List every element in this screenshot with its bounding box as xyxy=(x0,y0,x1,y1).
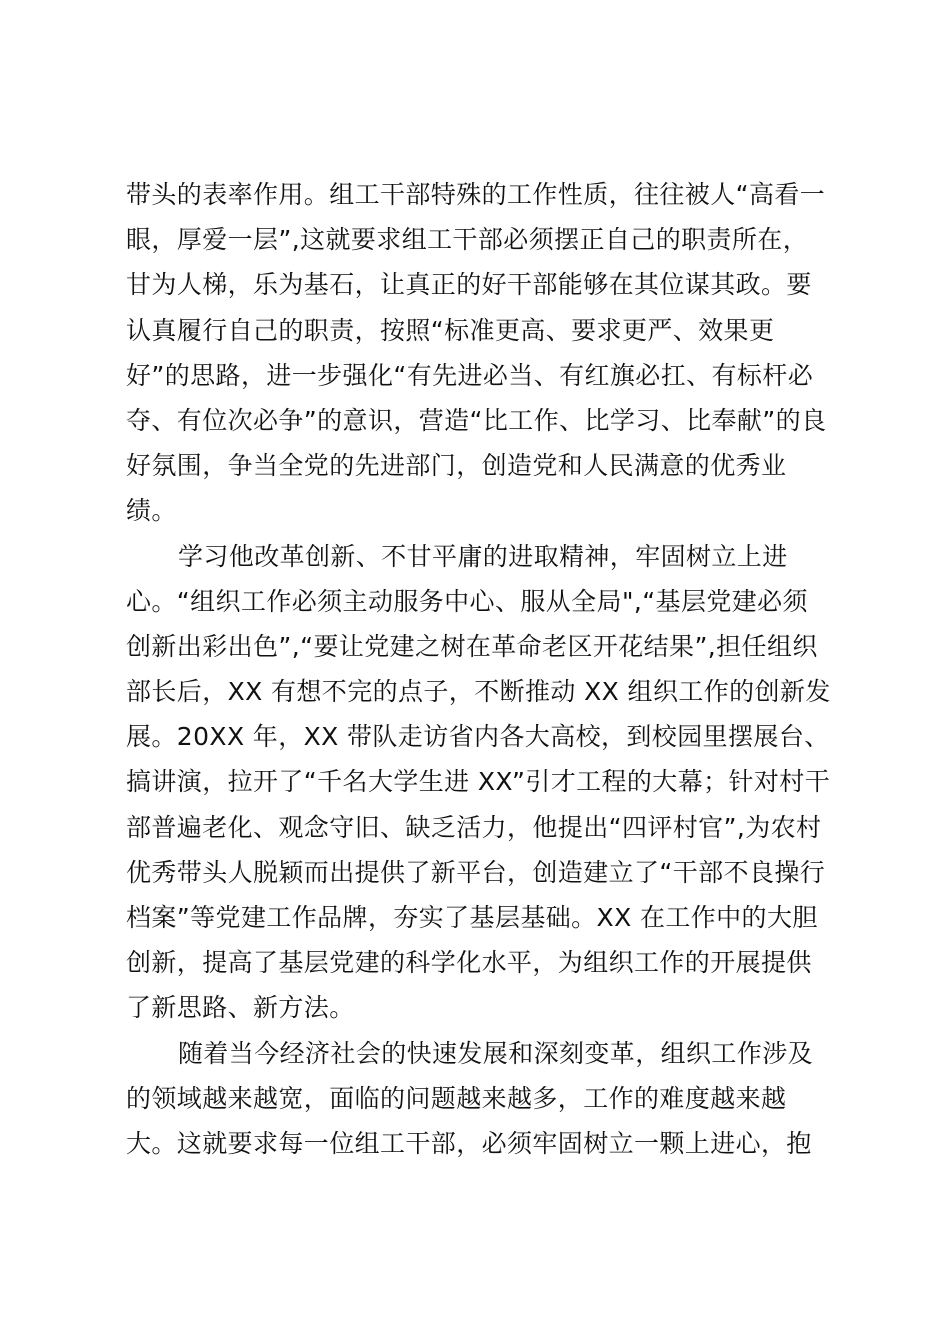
text-line: 带头的表率作用。组工干部特殊的工作性质，往往被人“高看一 xyxy=(126,180,826,209)
text-line: 眼，厚爱一层”,这就要求组工干部必须摆正自己的职责所在， xyxy=(126,225,809,255)
text-line: 的领域越来越宽，面临的问题越来越多，工作的难度越来越 xyxy=(126,1083,787,1113)
text-line: 部长后，XX 有想不完的点子，不断推动 XX 组织工作的创新发 xyxy=(126,677,831,707)
text-line: 绩。 xyxy=(126,496,177,526)
paragraph-2 xyxy=(126,534,836,1031)
text-line: 好氛围，争当全党的先进部门，创造党和人民满意的优秀业 xyxy=(126,451,787,481)
text-line: 甘为人梯，乐为基石，让真正的好干部能够在其位谋其政。要 xyxy=(126,270,812,300)
text-line: 优秀带头人脱颖而出提供了新平台，创造建立了“干部不良操行 xyxy=(126,857,826,887)
text-line: 了新思路、新方法。 xyxy=(126,993,355,1023)
text-line: 大。这就要求每一位组工干部，必须牢固树立一颗上进心，抱 xyxy=(126,1128,812,1158)
document-body xyxy=(126,172,836,1166)
text-line: 展。20XX 年，XX 带队走访省内各大高校，到校园里摆展台、 xyxy=(126,722,830,752)
text-line: 档案”等党建工作品牌，夯实了基层基础。XX 在工作中的大胆 xyxy=(126,903,818,932)
text-line: 好”的思路，进一步强化“有先进必当、有红旗必扛、有标杆必 xyxy=(126,360,814,390)
text-line: 学习他改革创新、不甘平庸的进取精神，牢固树立上进 xyxy=(178,541,788,571)
paragraph-3 xyxy=(126,1031,836,1167)
paragraph-1 xyxy=(126,172,836,534)
text-line: 创新，提高了基层党建的科学化水平，为组织工作的开展提供 xyxy=(126,948,812,978)
text-line: 心。“组织工作必须主动服务中心、服从全局",“基层党建必须 xyxy=(126,586,808,616)
text-line: 创新出彩出色”,“要让党建之树在革命老区开花结果”,担任组织 xyxy=(126,631,818,661)
text-line: 随着当今经济社会的快速发展和深刻变革，组织工作涉及 xyxy=(178,1038,814,1068)
text-line: 部普遍老化、观念守旧、缺乏活力，他提出“四评村官”,为农村 xyxy=(126,812,822,842)
text-line: 认真履行自己的职责，按照“标准更高、要求更严、效果更 xyxy=(126,315,775,345)
text-line: 夺、有位次必争”的意识，营造“比工作、比学习、比奉献”的良 xyxy=(126,405,827,435)
text-line: 搞讲演，拉开了“千名大学生进 XX”引才工程的大幕；针对村干 xyxy=(126,767,831,797)
